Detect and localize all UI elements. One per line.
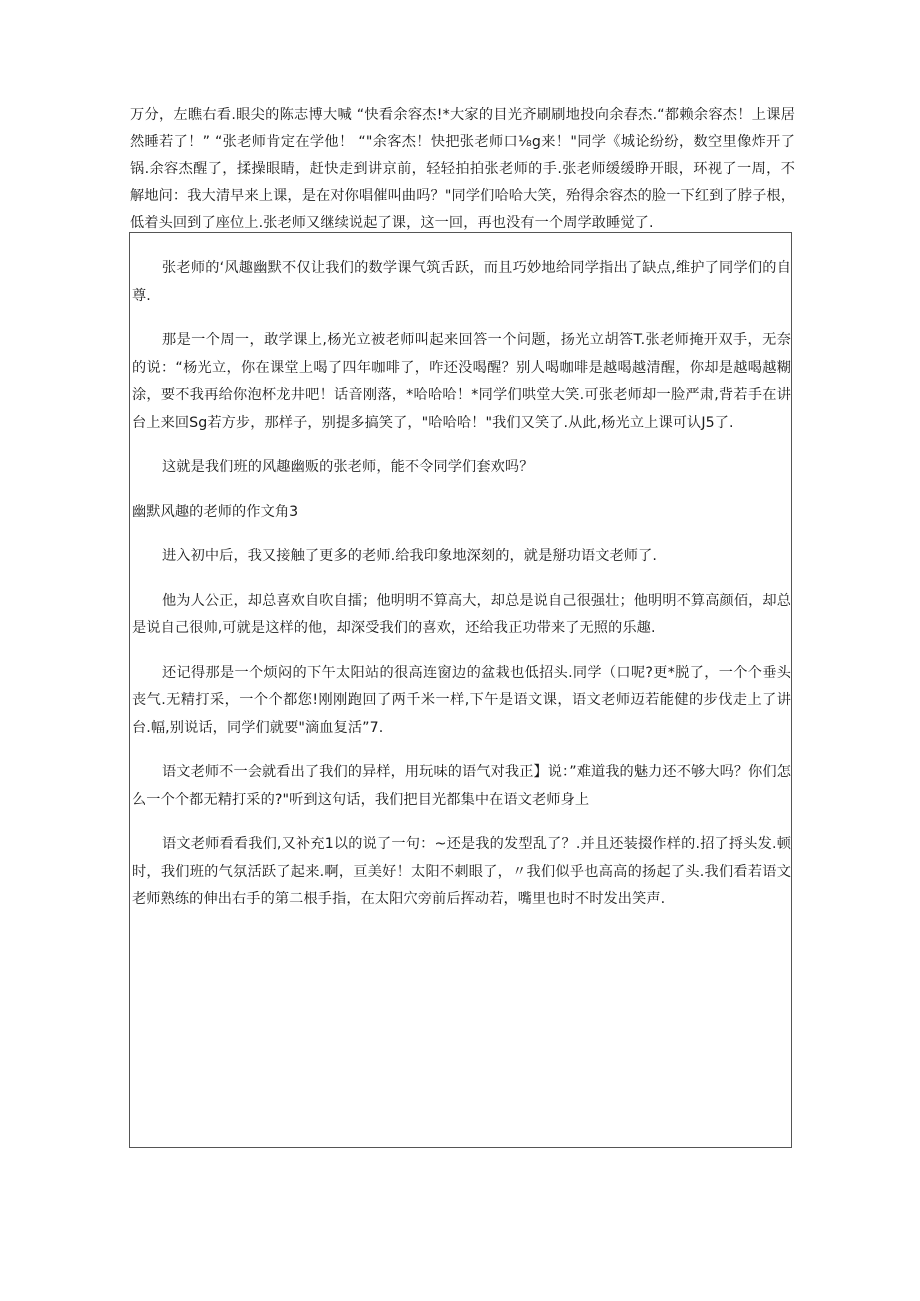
paragraph-2: 那是一个周一，敢学课上,杨光立被老师叫起来回答一个问题，扬光立胡答T.张老师掩开双手，无奈的说：“杨光立，你在课堂上喝了四年咖啡了，咋还没喝醒？别人喝咖啡是越喝越清醒，你却是越喝越糊涂，要不我再给你泡杯龙井吧！话音刚落，*哈哈哈！*同学们哄堂大笑.可张老师却一脸严肃,背若手在讲台上来回Sg若方步，那样子，别提多搞笑了，"哈哈哈！"我们又笑了.从此,杨光立上课可认J5了. bbox=[132, 332, 791, 431]
paragraph-1: 张老师的‘风趣幽默不仅让我们的数学课气筑舌跃，而且巧妙地给同学指出了缺点,维护了同学们的自尊. bbox=[132, 260, 791, 304]
paragraph-4: 进入初中后，我又接触了更多的老师.给我印象地深刻的，就是掰功语文老师了. bbox=[162, 548, 657, 564]
section-heading: 幽默风趣的老师的作文角3 bbox=[132, 503, 299, 520]
bordered-text-box bbox=[129, 232, 792, 1148]
paragraph-3: 这就是我们班的风趣幽贩的张老师，能不令同学们套欢吗？ bbox=[162, 459, 534, 475]
paragraph-7: 语文老师不一会就看出了我们的异样，用玩味的语气对我正】说：”难道我的魅力还不够大吗？你们怎么一个个都无精打采的?"听到这句话，我们把目光都集中在语文老师身上 bbox=[132, 764, 792, 808]
paragraph-8: 语文老师看看我们,又补充1以的说了一句：~还是我的发型乱了？.并且还装掇作样的.招了捋头发.顿时，我们班的气氛活跃了起来.啊，亘美好！太阳不刺眼了，〃我们似乎也高高的扬起了头.我们看若语文老师熟练的伸出右手的第二根手指，在太阳穴旁前后挥动若，嘴里也时不时发出笑声. bbox=[132, 836, 791, 907]
intro-paragraph: 万分，左瞧右看.眼尖的陈志博大喊 “快看余容杰!*大家的目光齐刷刷地投向余春杰.“都赖余容杰！上课居然睡若了！” “张老师肯定在学他！ “"余客杰！快把张老师口⅛g来！"同学《城论纷纷，数空里像炸开了锅.余容杰醒了，揉操眼睛，赶快走到讲京前，轻轻拍拍张老师的手.张老师缓缓睁开眼，环视了一周，不解地问：我大清早来上课，是在对你唱催叫曲吗？"同学们哈哈大笑，殆得余容杰的脸一下红到了脖子根，低着头回到了座位上.张老师又继续说起了课，这一回，再也没有一个周学敢睡觉了. bbox=[130, 107, 795, 231]
intro-text-block bbox=[130, 102, 795, 237]
box-content bbox=[132, 255, 791, 931]
paragraph-5: 他为人公正，却总喜欢自吹自擂；他明明不算高大，却总是说自己很强壮；他明明不算高颜佰，却总是说自己很帅,可就是这样的他，却深受我们的喜欢，还给我正功带来了无照的乐趣. bbox=[132, 592, 791, 636]
paragraph-6: 还记得那是一个烦闷的下午太阳站的很高连窗边的盆栽也低招头.同学（口呢?更*脱了，一个个垂头丧气.无精打采，一个个都您!刚刚跑回了两千米一样,下午是语文课，语文老师迈若能健的步伐走上了讲台.幅,别说话，同学们就要"滴血复活”7. bbox=[132, 664, 791, 736]
